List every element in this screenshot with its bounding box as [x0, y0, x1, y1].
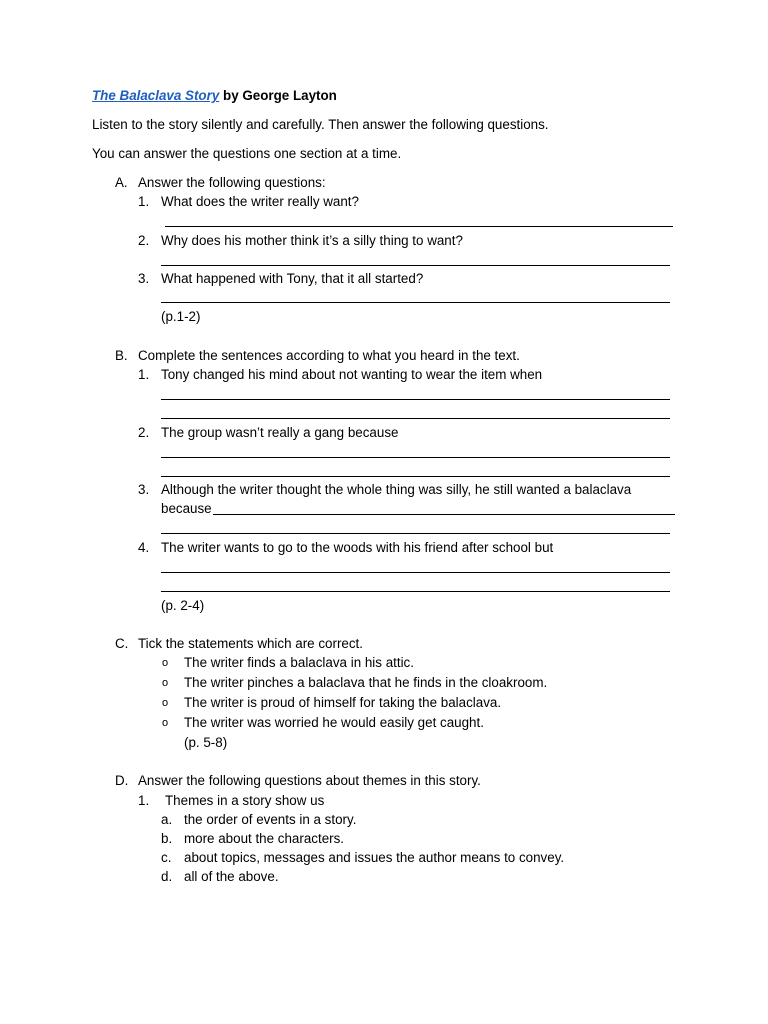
question-text: What happened with Tony, that it all started?	[161, 271, 424, 286]
section-d-letter: D.	[115, 773, 129, 788]
option-text[interactable]: more about the characters.	[184, 831, 345, 846]
question-text: The group wasn’t really a gang because	[161, 425, 399, 440]
answer-line[interactable]	[165, 226, 673, 227]
question-text: What does the writer really want?	[161, 194, 359, 209]
answer-line[interactable]	[161, 591, 670, 592]
question-number: 4.	[138, 540, 150, 555]
question-text: Why does his mother think it’s a silly thing to want?	[161, 233, 463, 248]
answer-line[interactable]	[161, 399, 670, 400]
statement-item[interactable]: The writer pinches a balaclava that he finds in the cloakroom.	[184, 675, 548, 690]
option-letter: b.	[161, 831, 173, 846]
section-a-letter: A.	[115, 175, 128, 190]
section-b-letter: B.	[115, 348, 128, 363]
question-number: 2.	[138, 233, 150, 248]
question-number: 1.	[138, 194, 150, 209]
answer-line[interactable]	[161, 533, 670, 534]
bullet-icon: o	[162, 697, 169, 709]
statement-item[interactable]: The writer was worried he would easily get caught.	[184, 715, 484, 730]
section-a-heading: Answer the following questions:	[138, 175, 326, 190]
question-text-continued: because	[161, 501, 212, 516]
option-text[interactable]: the order of events in a story.	[184, 812, 357, 827]
question-number: 3.	[138, 482, 150, 497]
question-text: The writer wants to go to the woods with his friend after school but	[161, 540, 554, 555]
bullet-icon: o	[162, 677, 169, 689]
option-text[interactable]: all of the above.	[184, 869, 279, 884]
option-letter: c.	[161, 850, 172, 865]
option-letter: a.	[161, 812, 173, 827]
answer-line[interactable]	[161, 302, 670, 303]
answer-line[interactable]	[161, 265, 670, 266]
question-number: 1.	[138, 367, 150, 382]
story-title-link[interactable]: The Balaclava Story	[92, 88, 220, 103]
answer-line[interactable]	[161, 572, 670, 573]
section-c-letter: C.	[115, 636, 129, 651]
answer-line[interactable]	[161, 457, 670, 458]
section-c-heading: Tick the statements which are correct.	[138, 636, 363, 651]
intro-line-2: You can answer the questions one section at a time.	[92, 146, 402, 161]
question-text: Tony changed his mind about not wanting to wear the item when	[161, 367, 543, 382]
bullet-icon: o	[162, 717, 169, 729]
option-text[interactable]: about topics, messages and issues the author means to convey.	[184, 850, 565, 865]
answer-line[interactable]	[213, 514, 675, 515]
intro-line-1: Listen to the story silently and carefully. Then answer the following questions.	[92, 117, 549, 132]
page-title	[92, 87, 337, 104]
question-number: 2.	[138, 425, 150, 440]
bullet-icon: o	[162, 657, 169, 669]
question-number: 1.	[138, 793, 150, 808]
answer-line[interactable]	[161, 476, 670, 477]
question-text: Although the writer thought the whole thing was silly, he still wanted a balaclava	[161, 482, 632, 497]
section-b-heading: Complete the sentences according to what you heard in the text.	[138, 348, 520, 363]
page-reference: (p. 2-4)	[161, 598, 205, 613]
page-reference: (p.1-2)	[161, 309, 201, 324]
answer-line[interactable]	[161, 418, 670, 419]
statement-item[interactable]: The writer finds a balaclava in his attic.	[184, 655, 414, 670]
author-byline: by George Layton	[223, 88, 337, 103]
question-number: 3.	[138, 271, 150, 286]
page-reference: (p. 5-8)	[184, 735, 228, 750]
question-text: Themes in a story show us	[165, 793, 325, 808]
section-d-heading: Answer the following questions about themes in this story.	[138, 773, 481, 788]
option-letter: d.	[161, 869, 173, 884]
statement-item[interactable]: The writer is proud of himself for taking the balaclava.	[184, 695, 502, 710]
